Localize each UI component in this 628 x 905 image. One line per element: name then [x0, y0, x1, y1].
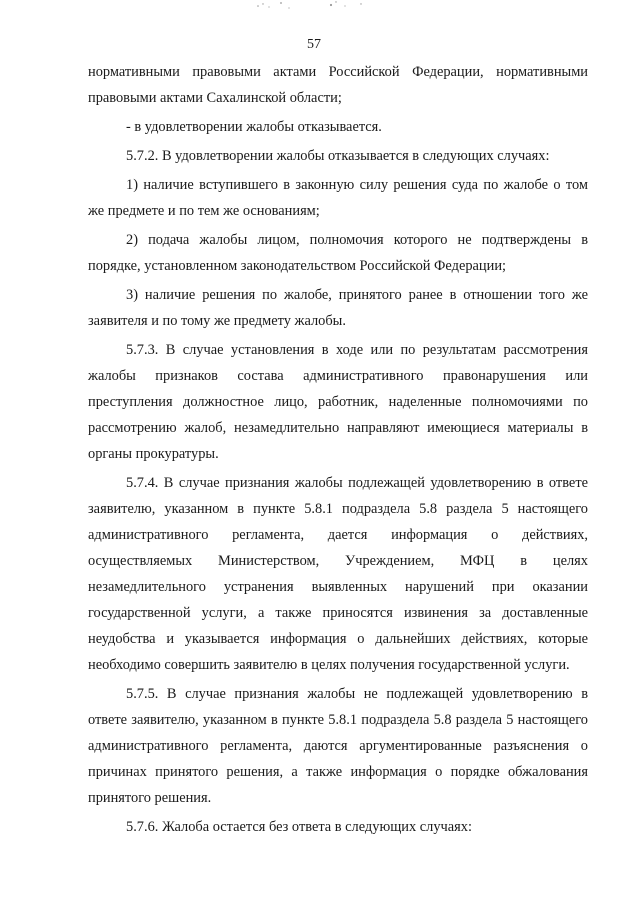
paragraph-5-7-5: 5.7.5. В случае признания жалобы не подлежащей удовлетворению в ответе заявителю, указанном в пункте 5.8.1 подраздела 5.8 раздела 5 настоящего административного регламента, даются аргументированные разъяснения о причинах принятого решения, а также информация о порядке обжалования принятого решения. [88, 686, 588, 806]
paragraph-continuation: нормативными правовыми актами Российской Федерации, нормативными правовыми актами Сахалинской области; [88, 64, 588, 106]
document-body [88, 59, 588, 840]
list-item-3: 3) наличие решения по жалобе, принятого ранее в отношении того же заявителя и по тому же предмету жалобы. [88, 287, 588, 329]
paragraph-5-7-6: 5.7.6. Жалоба остается без ответа в следующих случаях: [126, 819, 472, 835]
list-item-1: 1) наличие вступившего в законную силу решения суда по жалобе о том же предмете и по тем же основаниям; [88, 177, 588, 219]
paragraph-5-7-2: 5.7.2. В удовлетворении жалобы отказывается в следующих случаях: [126, 148, 550, 164]
paragraph-5-7-3: 5.7.3. В случае установления в ходе или по результатам рассмотрения жалобы признаков состава административного правонарушения или преступления должностное лицо, работник, наделенные полномочиями по рассмотрению жалоб, незамедлительно направляют имеющиеся материалы в органы прокуратуры. [88, 342, 588, 462]
list-item-2: 2) подача жалобы лицом, полномочия которого не подтверждены в порядке, установленном законодательством Российской Федерации; [88, 232, 588, 274]
page-number: 57 [307, 37, 321, 52]
paragraph-5-7-4: 5.7.4. В случае признания жалобы подлежащей удовлетворению в ответе заявителю, указанном в пункте 5.8.1 подраздела 5.8 раздела 5 настоящего административного регламента, дается информация о действиях, осуществляемых Министерством, Учреждением, МФЦ в целях незамедлительного устранения выявленных нарушений при оказании государственной услуги, а также приносятся извинения за доставленные неудобства и указывается информация о дальнейших действиях, которые необходимо совершить заявителю в целях получения государственной услуги. [88, 475, 588, 673]
paragraph-refusal-decision: - в удовлетворении жалобы отказывается. [126, 119, 382, 135]
scan-artifacts [0, 0, 628, 20]
